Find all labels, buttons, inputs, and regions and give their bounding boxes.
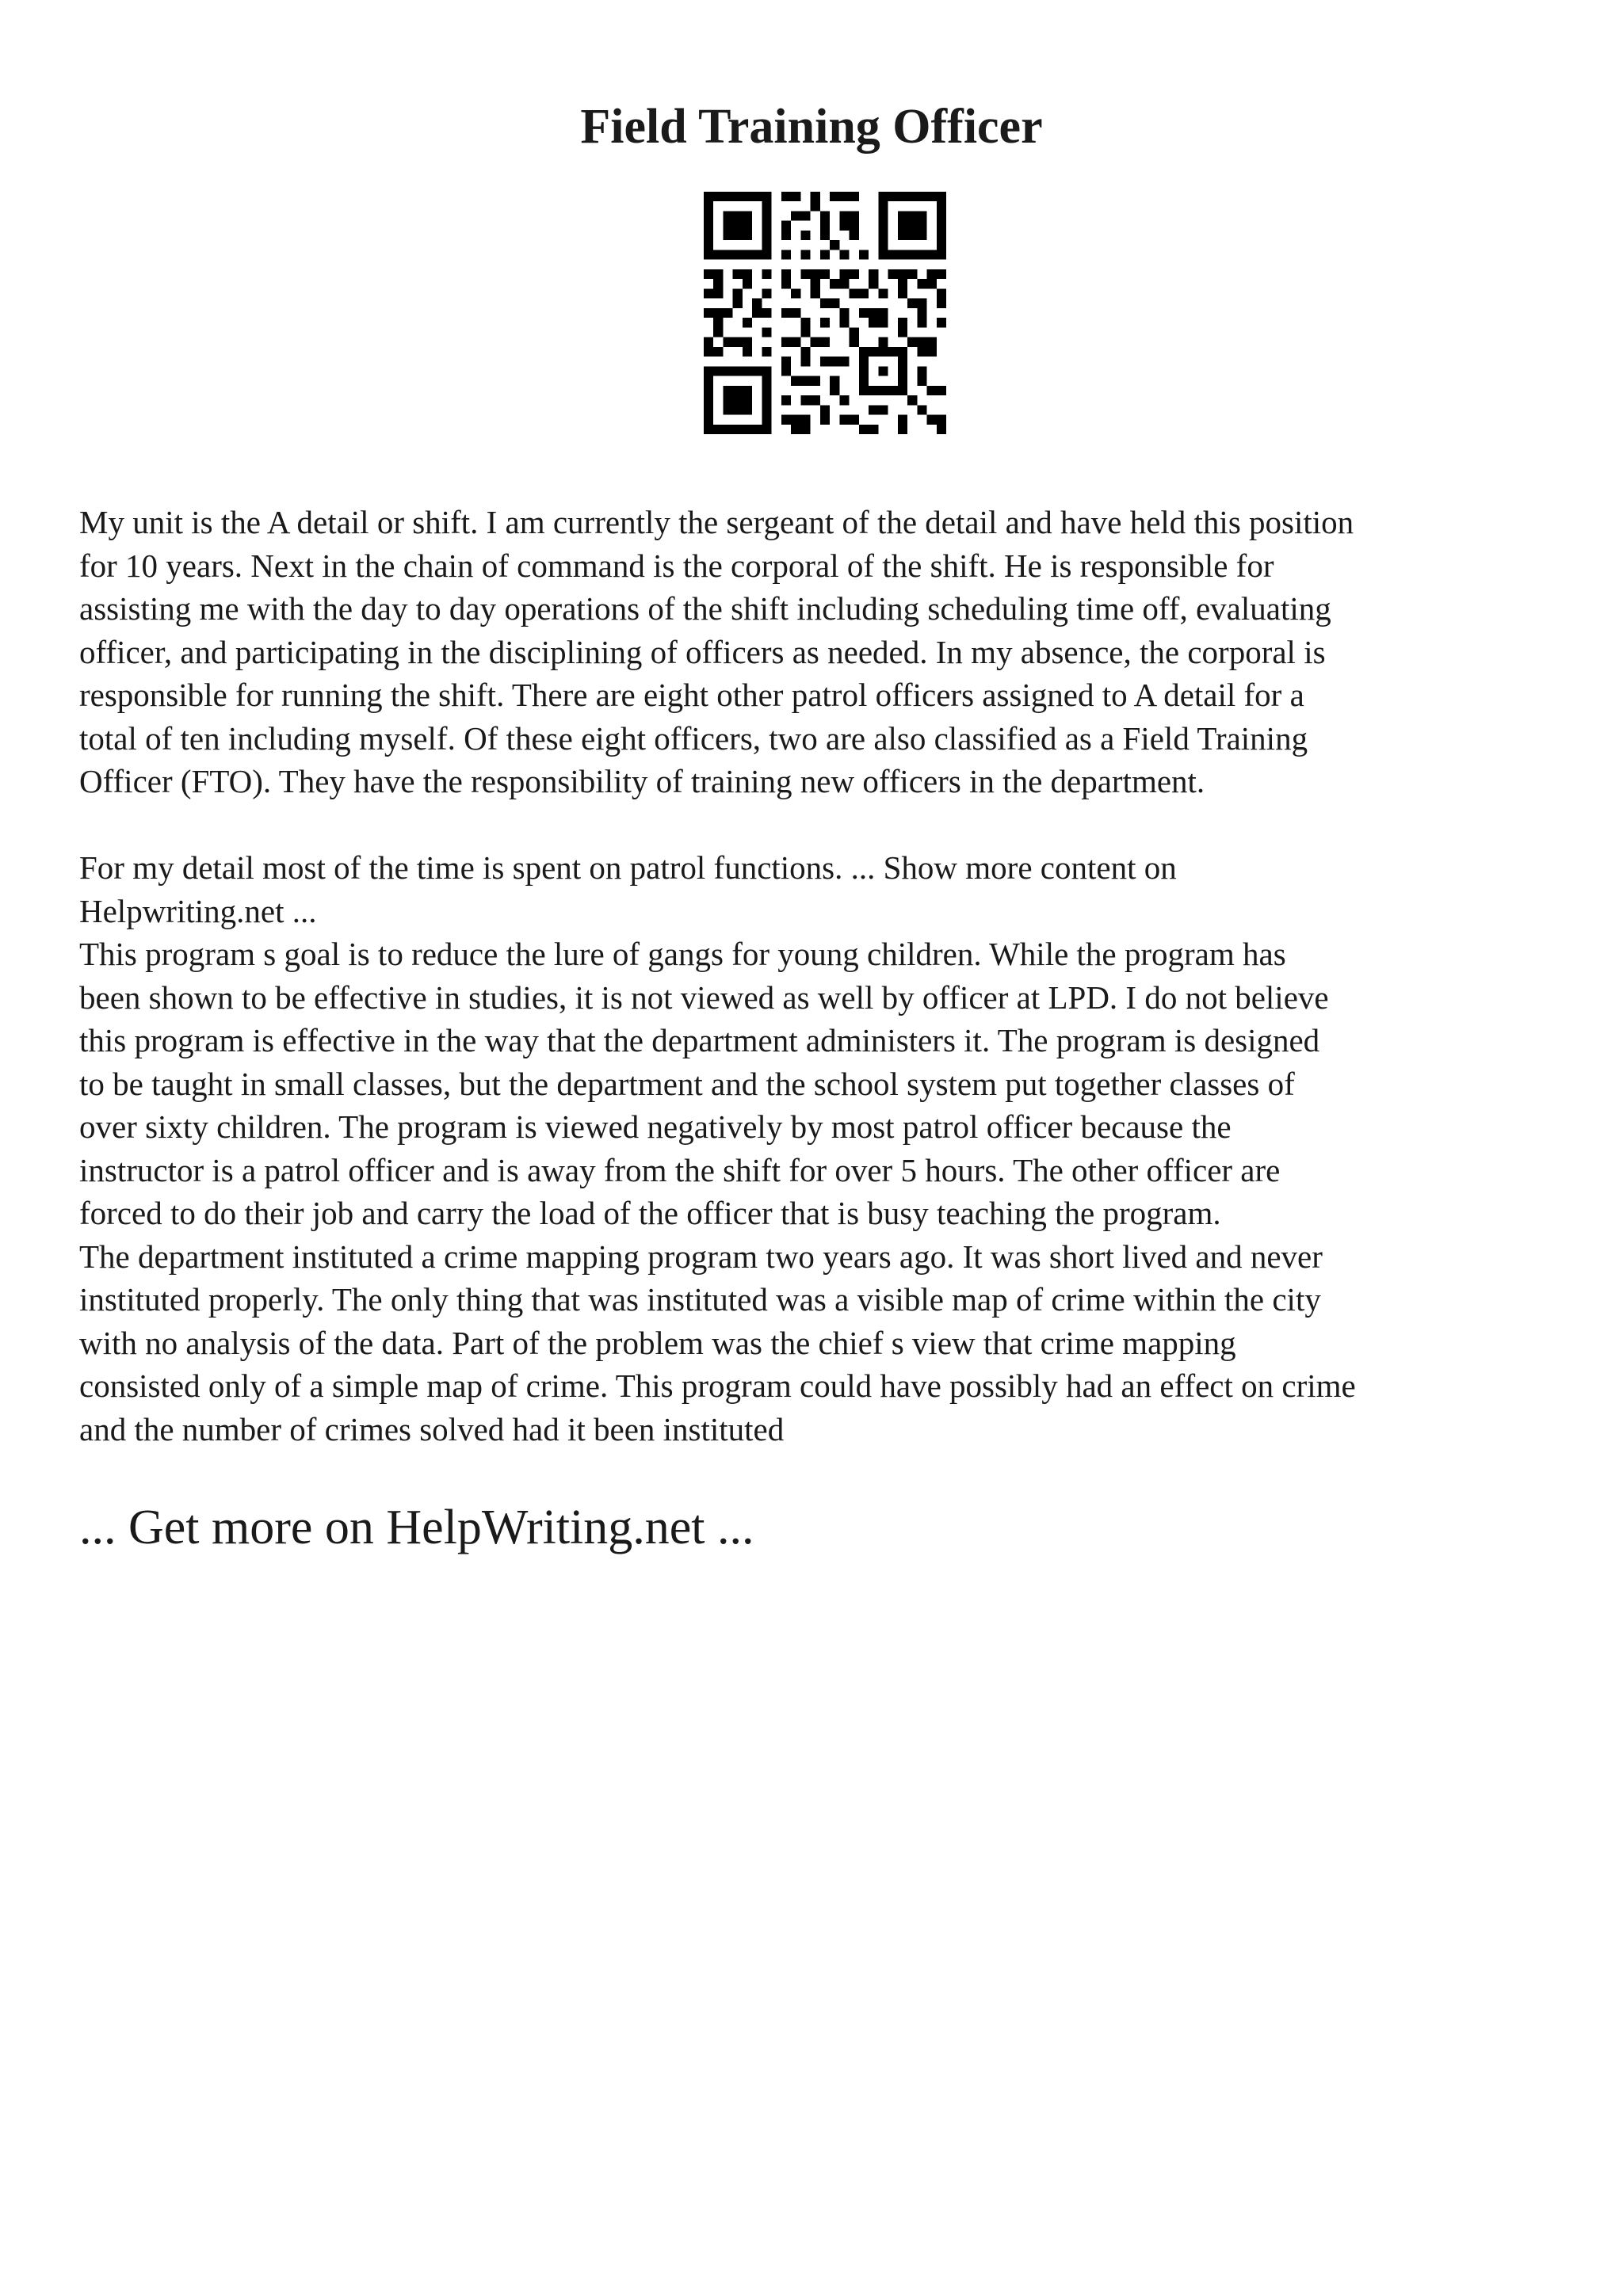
paragraph-line: Helpwriting.net ... [79, 892, 317, 929]
paragraph-line: For my detail most of the time is spent on patrol functions. ... Show more content on [79, 849, 1177, 886]
paragraph-line: forced to do their job and carry the load of the officer that is busy teaching the program. [79, 1195, 1221, 1231]
paragraph-line: The department instituted a crime mapping program two years ago. It was short lived and never [79, 1238, 1323, 1275]
get-more-link[interactable]: ... Get more on HelpWriting.net ... [79, 1501, 754, 1554]
paragraph-line: My unit is the A detail or shift. I am currently the sergeant of the detail and have held this position [79, 504, 1354, 540]
paragraph-line: assisting me with the day to day operations of the shift including scheduling time off, evaluating [79, 590, 1331, 627]
paragraph-line: with no analysis of the data. Part of the problem was the chief s view that crime mapping [79, 1324, 1236, 1361]
paragraph-line: to be taught in small classes, but the department and the school system put together classes of [79, 1065, 1295, 1102]
paragraph-line: consisted only of a simple map of crime. This program could have possibly had an effect on crime [79, 1367, 1356, 1404]
paragraph-line: Officer (FTO). They have the responsibility of training new officers in the department. [79, 763, 1205, 799]
paragraph-line: This program s goal is to reduce the lure of gangs for young children. While the program has [79, 936, 1286, 972]
paragraph-2 [79, 846, 1553, 1451]
paragraph-line: this program is effective in the way that the department administers it. The program is designed [79, 1022, 1320, 1058]
paragraph-line: officer, and participating in the disciplining of officers as needed. In my absence, the corporal is [79, 633, 1326, 670]
paragraph-1 [79, 501, 1553, 803]
document-title: Field Training Officer [580, 100, 1043, 154]
paragraph-line: for 10 years. Next in the chain of command is the corporal of the shift. He is responsible for [79, 547, 1274, 584]
paragraph-line: instructor is a patrol officer and is away from the shift for over 5 hours. The other officer are [79, 1151, 1281, 1188]
paragraph-line: total of ten including myself. Of these eight officers, two are also classified as a Field Training [79, 719, 1308, 757]
paragraph-line: responsible for running the shift. There are eight other patrol officers assigned to A detail for a [79, 677, 1304, 713]
qr-code-icon [704, 192, 946, 434]
paragraph-line: been shown to be effective in studies, it is not viewed as well by officer at LPD. I do not believe [79, 978, 1329, 1016]
paragraph-line: instituted properly. The only thing that was instituted was a visible map of crime within the city [79, 1281, 1321, 1318]
paragraph-line: and the number of crimes solved had it been instituted [79, 1410, 785, 1447]
paragraph-line: over sixty children. The program is viewed negatively by most patrol officer because the [79, 1108, 1232, 1145]
